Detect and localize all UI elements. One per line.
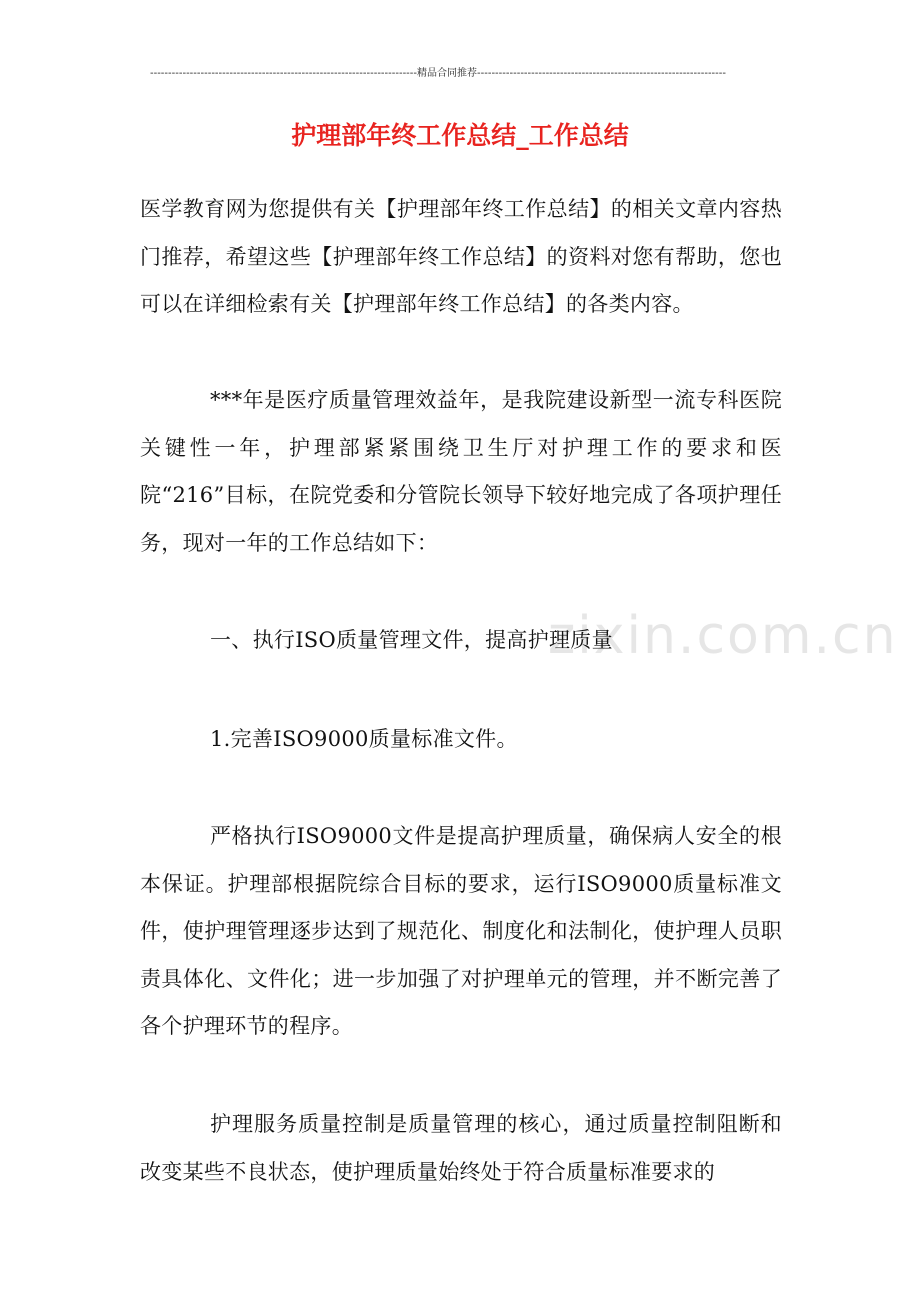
header-label: 精品合同推荐 (417, 68, 478, 79)
header-left-dashes: -------------------------------------------------------------------------- (149, 68, 418, 79)
section-heading-1: 一、执行ISO质量管理文件，提高护理质量 (210, 628, 613, 652)
header-right-dashes: --------------------------------------------------------------------- (477, 68, 726, 79)
paragraph-iso-implementation: 严格执行ISO9000文件是提高护理质量，确保病人安全的根本保证。护理部根据院综合目标的要求，运行ISO9000质量标准文件，使护理管理逐步达到了规范化、制度化和法制化，使护理人员职责具体化、文件化；进一步加强了对护理单元的管理，并不断完善了各个护理环节的程序。 (140, 824, 782, 1038)
paragraph-overview: ***年是医疗质量管理效益年，是我院建设新型一流专科医院关键性一年，护理部紧紧围绕卫生厅对护理工作的要求和医院“216”目标，在院党委和分管院长领导下较好地完成了各项护理任务，现对一年的工作总结如下： (140, 388, 782, 555)
paragraph-intro: 医学教育网为您提供有关【护理部年终工作总结】的相关文章内容热门推荐，希望这些【护理部年终工作总结】的资料对您有帮助，您也可以在详细检索有关【护理部年终工作总结】的各类内容。 (140, 197, 782, 316)
paragraph-quality-control: 护理服务质量控制是质量管理的核心，通过质量控制阻断和改变某些不良状态，使护理质量始终处于符合质量标准要求的 (140, 1112, 782, 1184)
subsection-heading-1: 1.完善ISO9000质量标准文件。 (210, 727, 518, 751)
page-header (140, 66, 736, 82)
document-title: 护理部年终工作总结_工作总结 (291, 121, 629, 150)
watermark-text: zixin.com.cn (548, 606, 898, 666)
